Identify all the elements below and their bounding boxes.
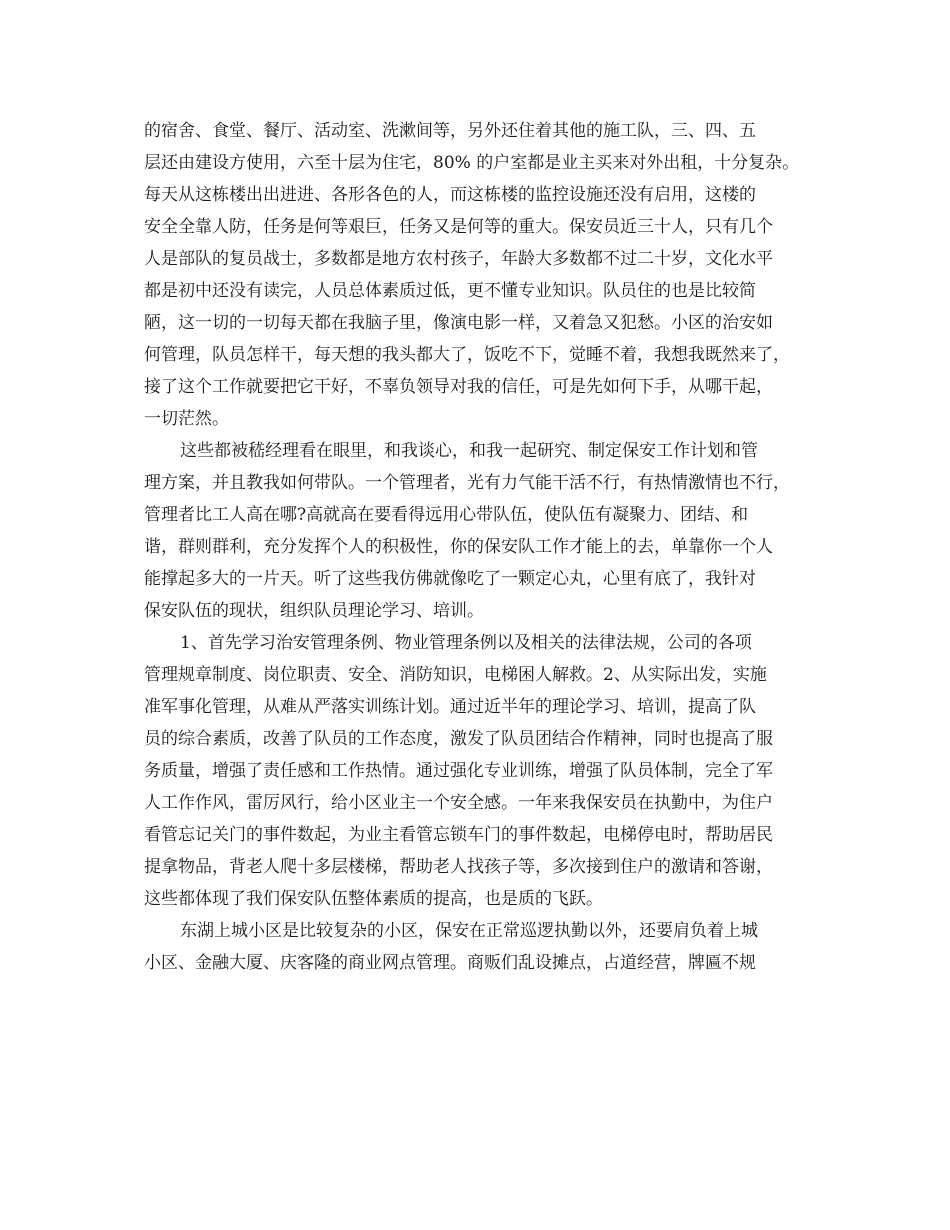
text-line-2: 层还由建设方使用，六至十层为住宅，80% 的户室都是业主买来对外出租，十分复杂。 [144,153,800,173]
paragraph-3-line-5: 务质量，增强了责任感和工作热情。通过强化专业训练，增强了队员体制，完全了军 [144,761,773,781]
text-line-6: 都是初中还没有读完，人员总体素质过低，更不懂专业知识。队员住的也是比较简 [144,281,756,301]
paragraph-4-line-2: 小区、金融大厦、庆客隆的商业网点管理。商贩们乱设摊点，占道经营，牌匾不规 [144,953,756,973]
text-line-3: 每天从这栋楼出出进进、各形各色的人，而这栋楼的监控设施还没有启用，这楼的 [144,185,756,205]
text-line-5: 人是部队的复员战士，多数都是地方农村孩子，年龄大多数都不过二十岁，文化水平 [144,249,773,269]
paragraph-2-line-4: 谐，群则群利，充分发挥个人的积极性，你的保安队工作才能上的去，单靠你一个人 [144,537,773,557]
text-line-10: 一切茫然。 [144,409,229,429]
text-line-7: 陋，这一切的一切每天都在我脑子里，像演电影一样，又着急又犯愁。小区的治安如 [144,313,773,333]
paragraph-2-line-5: 能撑起多大的一片天。听了这些我仿佛就像吃了一颗定心丸，心里有底了，我针对 [144,569,756,589]
paragraph-3-line-8: 提拿物品，背老人爬十多层楼梯，帮助老人找孩子等，多次接到住户的激请和答谢， [144,857,773,877]
text-line-9: 接了这个工作就要把它干好，不辜负领导对我的信任，可是先如何下手，从哪干起， [144,377,773,397]
paragraph-4-line-1: 东湖上城小区是比较复杂的小区，保安在正常巡逻执勤以外，还要肩负着上城 [180,921,758,941]
text-line-4: 安全全靠人防，任务是何等艰巨，任务又是何等的重大。保安员近三十人，只有几个 [144,217,773,237]
document-body [144,115,824,979]
paragraph-3-line-9: 这些都体现了我们保安队伍整体素质的提高，也是质的飞跃。 [144,889,603,909]
paragraph-3-line-7: 看管忘记关门的事件数起，为业主看管忘锁车门的事件数起，电梯停电时，帮助居民 [144,825,773,845]
paragraph-2-line-6: 保安队伍的现状，组织队员理论学习、培训。 [144,601,484,621]
text-line-8: 何管理，队员怎样干，每天想的我头都大了，饭吃不下，觉睡不着，我想我既然来了， [144,345,790,365]
paragraph-3-line-4: 员的综合素质，改善了队员的工作态度，激发了队员团结合作精神，同时也提高了服 [144,729,773,749]
paragraph-3-line-2: 管理规章制度、岗位职责、安全、消防知识，电梯困人解救。2、从实际出发，实施 [144,665,767,685]
paragraph-2-line-1: 这些都被嵇经理看在眼里，和我谈心，和我一起研究、制定保安工作计划和管 [180,441,758,461]
paragraph-2-line-3: 管理者比工人高在哪?高就高在要看得远用心带队伍，使队伍有凝聚力、团结、和 [144,505,749,525]
paragraph-3-line-1: 1、首先学习治安管理条例、物业管理条例以及相关的法律法规，公司的各项 [180,633,752,653]
paragraph-2-line-2: 理方案，并且教我如何带队。一个管理者，光有力气能干活不行，有热情激情也不行， [144,473,790,493]
text-line-1: 的宿舍、食堂、餐厅、活动室、洗漱间等，另外还住着其他的施工队，三、四、五 [144,121,756,141]
paragraph-3-line-6: 人工作作风，雷厉风行，给小区业主一个安全感。一年来我保安员在执勤中，为住户 [144,793,773,813]
paragraph-3-line-3: 准军事化管理，从难从严落实训练计划。通过近半年的理论学习、培训，提高了队 [144,697,756,717]
